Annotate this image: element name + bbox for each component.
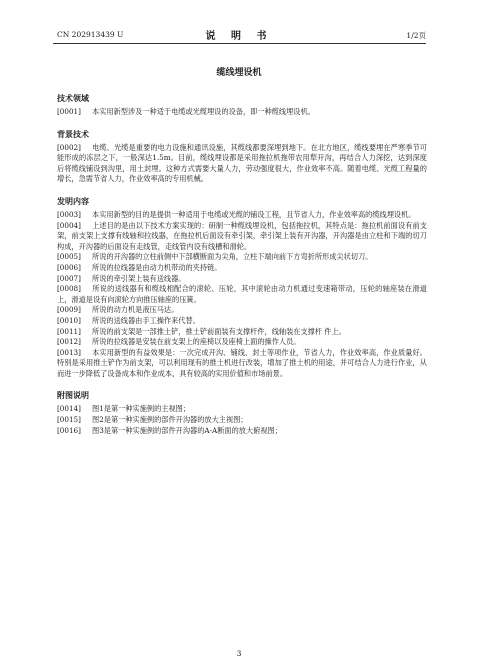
section-heading: 背景技术 [57, 128, 89, 139]
section-heading: 技术领域 [57, 93, 89, 103]
paragraph-text: 所说的拉线器是安装在前支架上的座椅以及座椅上面的操作人员。 [92, 337, 301, 347]
paragraph [57, 415, 427, 426]
paragraph [57, 404, 427, 415]
paragraph-number: [0016] [57, 425, 81, 435]
document-body [57, 93, 427, 436]
paragraph-text: 所说的动力机是液压马达。 [92, 305, 179, 315]
paragraph [57, 221, 427, 253]
section-gap [57, 379, 427, 390]
paragraph-number: [0009] [57, 305, 81, 315]
paragraph-number: [0001] [57, 107, 81, 116]
page-indicator: 1/2页 [406, 31, 426, 40]
paragraph-number: [0012] [57, 337, 81, 347]
paragraph [57, 107, 427, 118]
document-type: 说 明 书 [205, 31, 273, 42]
paragraph [57, 143, 427, 185]
paragraph-number: [0003] [57, 209, 81, 219]
paragraph-number: [0014] [57, 404, 81, 414]
paragraph-text: 所说的拉线器是由动力机带动的夹持链。 [92, 262, 222, 272]
section-gap [57, 185, 427, 196]
paragraph [57, 337, 427, 348]
paragraph [57, 274, 427, 285]
page-number: 3 [236, 649, 242, 658]
paragraph [57, 426, 427, 437]
publication-number: CN 202913439 U [57, 30, 124, 39]
paragraph-number: [0010] [57, 315, 81, 325]
header-rule [53, 43, 426, 44]
paragraph [57, 305, 427, 316]
paragraph-text: 所说的送线器有和缆线相配合的滚轮、压轮，其中滚轮由动力机通过变速箱带动，压轮的轴座装在滑道上，滑道是设有向滚轮方向推压轴座的压簧。 [57, 284, 427, 304]
section-heading: 附图说明 [57, 390, 89, 401]
paragraph-number: [0011] [57, 326, 81, 336]
paragraph-text: 所说的前支架是一部推土铲，推土铲前面装有支撑杆件，线轴装在支撑杆 件上。 [92, 326, 346, 336]
paragraph [57, 263, 427, 274]
paragraph-text: 本实用新型的有益效果是：一次完成开沟、铺线、封土等项作业，节省人力，作业效率高，作业质量好。特别是采用推土铲作为前支架，可以利用现有的推土机进行改装，增加了推土机的用途，并可结合人力进行作业，从而进一步降低了设备成本和作业成本，具有较高的实用价值和市场前景。 [57, 347, 427, 378]
paragraph [57, 348, 427, 380]
paragraph [57, 252, 427, 263]
paragraph [57, 327, 427, 338]
paragraph [57, 284, 427, 305]
paragraph-number: [0004] [57, 220, 81, 230]
paragraph-text: 所说的牵引架上装有送线器。 [92, 273, 186, 283]
paragraph-number: [0008] [57, 284, 81, 294]
paragraph-text: 图1是第一种实施例的主视图； [92, 404, 191, 414]
section-heading: 发明内容 [57, 195, 89, 206]
section-gap [57, 118, 427, 129]
paragraph-text: 所说的送线器由手工操作来代替。 [92, 315, 200, 325]
paragraph [57, 210, 427, 221]
paragraph-number: [0015] [57, 415, 81, 425]
paragraph-text: 所说的开沟器的立柱前侧中下部横断面为尖角，立柱下端向前下方弯折所形成尖状切刀。 [92, 252, 373, 262]
paragraph-number: [0006] [57, 262, 81, 272]
document-title: 缆线埋设机 [216, 68, 262, 78]
paragraph-text: 本实用新型的目的是提供一种适用于电缆或光缆的铺设工程，且节省人力，作业效率高的缆线埋设机。 [92, 209, 416, 219]
paragraph-number: [0005] [57, 252, 81, 262]
paragraph [57, 316, 427, 327]
paragraph-text: 本实用新型涉及一种适于电缆或光缆埋设的设备，即一种缆线埋设机。 [92, 107, 315, 116]
paragraph-text: 电缆、光缆是重要的电力设施和通讯设施，其缆线都要深埋到地下。在北方地区，缆线要埋在严寒季节可能形成的冻层之下，一般深达1.5m。目前，缆线埋设都是采用拖拉机拖带农用犁开沟，再结合人力深挖，达到深度后将缆线铺设到沟里，用土封埋。这种方式需要大量人力，劳动强度很大，作业效率不高。随着电缆、光缆工程量的增长，急需节省人力，作业效率高的专用机械。 [57, 142, 427, 184]
paragraph-number: [0002] [57, 142, 81, 152]
paragraph-text: 图2是第一种实施例的部件开沟器的放大主视图； [92, 415, 248, 425]
paragraph-number: [0007] [57, 273, 81, 283]
paragraph-text: 上述目的是由以下技术方案实现的：研制一种缆线埋设机，包括拖拉机，其特点是：拖拉机前面设有前支架，前支架上支撑有线轴和拉线器，在拖拉机后面设有牵引架，牵引架上装有开沟器，开沟器是由立柱和下端的切刀构成，开沟器的后面设有走线管，走线管内设有线槽和滑轮。 [57, 220, 427, 251]
paragraph-number: [0013] [57, 347, 81, 357]
paragraph-text: 图3是第一种实施例的部件开沟器的A-A断面的放大俯视图； [92, 425, 282, 435]
